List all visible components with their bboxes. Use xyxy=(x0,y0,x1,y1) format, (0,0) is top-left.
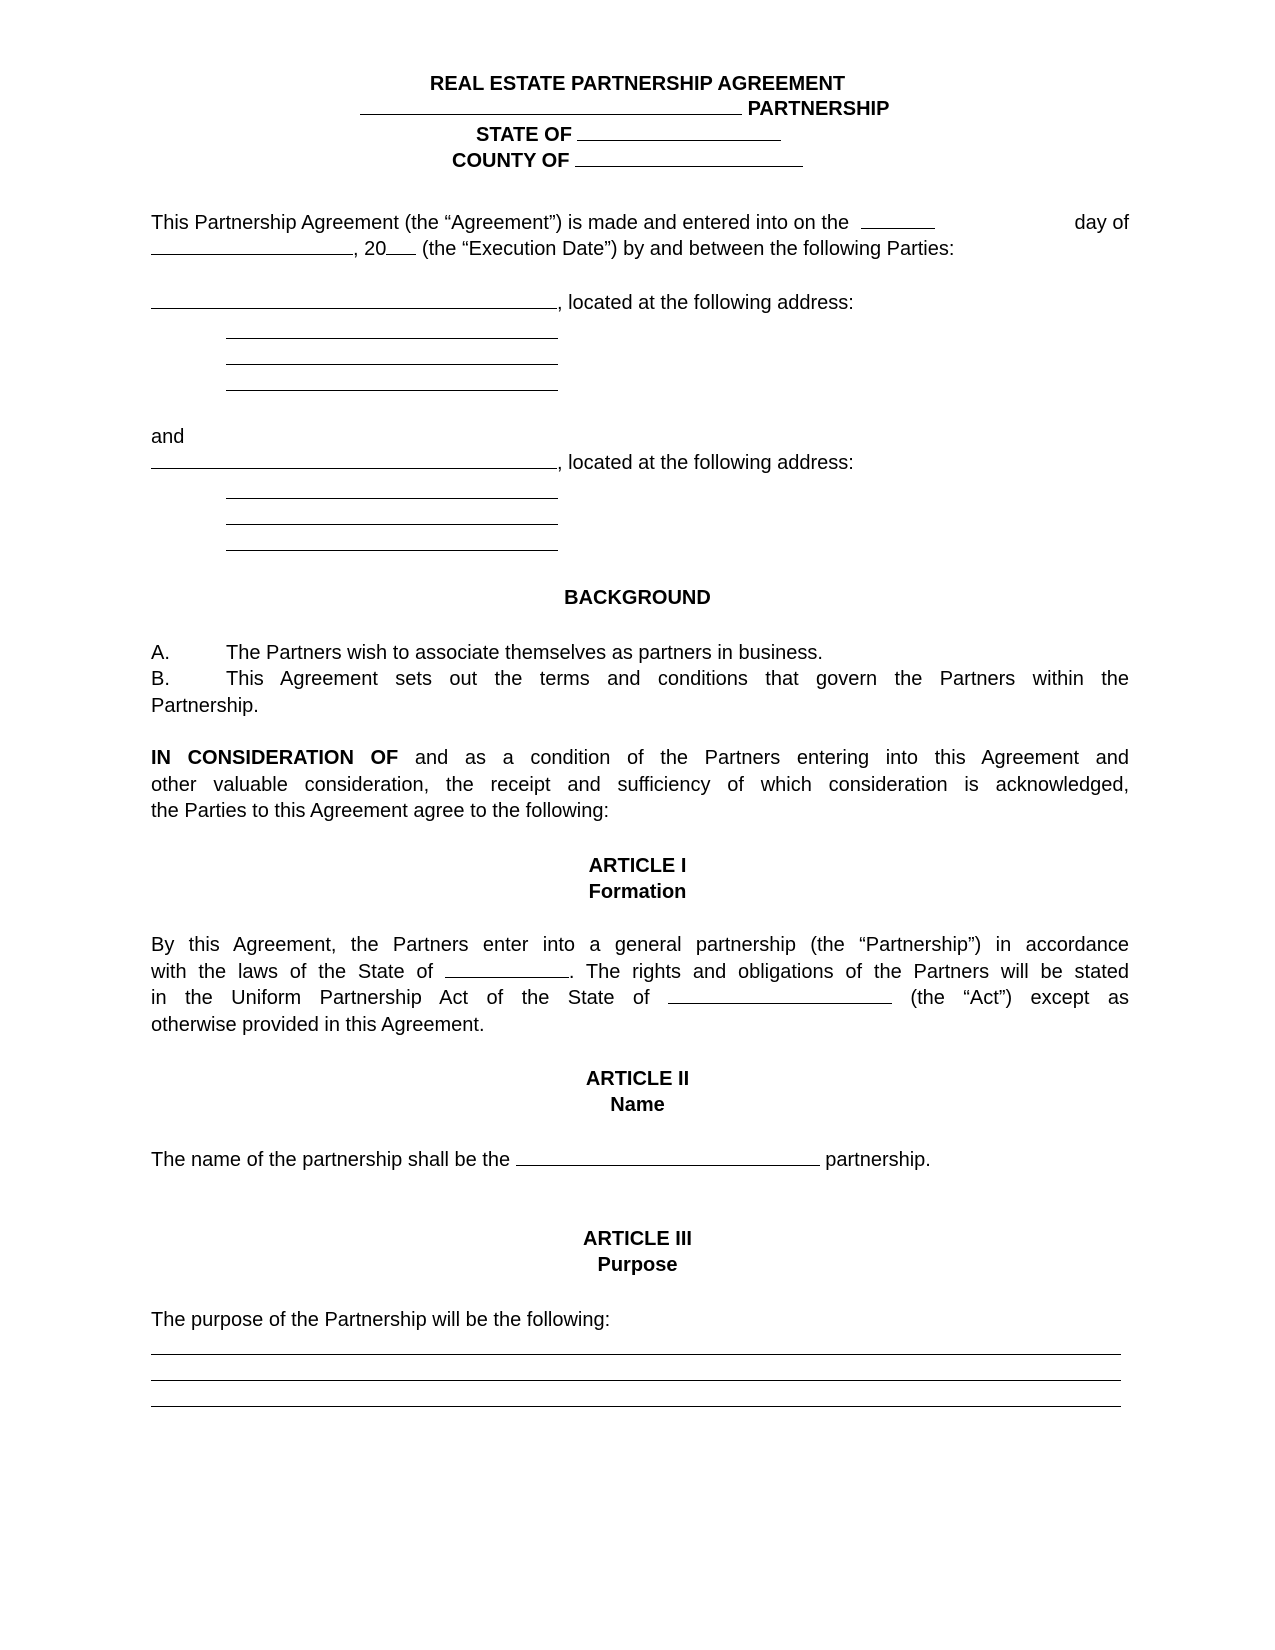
county-label: COUNTY OF xyxy=(452,150,570,172)
state-line xyxy=(476,122,781,148)
consideration-text-2: other valuable consideration, the receipt and sufficiency of which consideration is acknowledged, xyxy=(151,773,1129,796)
party-2-address-line-2[interactable] xyxy=(226,524,558,525)
formation-text-2a: with the laws of the State of xyxy=(151,960,434,983)
intro-line-1 xyxy=(151,210,1129,236)
year-prefix: , 20 xyxy=(353,238,387,260)
article-3-number: ARTICLE III xyxy=(583,1228,692,1250)
intro-text-1a: This Partnership Agreement (the “Agreement”) is made and entered into on the xyxy=(151,212,850,234)
party-1-line xyxy=(151,290,854,316)
intro-text-1b: day of xyxy=(1074,212,1129,234)
purpose-line-2[interactable] xyxy=(151,1380,1121,1381)
party-2-address-line-3[interactable] xyxy=(226,550,558,551)
day-blank[interactable] xyxy=(861,210,935,229)
partnership-suffix: PARTNERSHIP xyxy=(747,98,890,120)
state-label: STATE OF xyxy=(476,124,572,146)
consideration-lead: IN CONSIDERATION OF xyxy=(151,747,399,769)
county-blank[interactable] xyxy=(575,148,803,167)
article-3-title: Purpose xyxy=(597,1254,678,1276)
state-blank[interactable] xyxy=(577,122,781,141)
background-heading: BACKGROUND xyxy=(564,587,711,609)
background-item-a xyxy=(151,640,823,666)
formation-text-2b: . The rights and obligations of the Partners will be stated xyxy=(568,960,1129,983)
item-marker: A. xyxy=(151,642,170,664)
party-1-address-line-3[interactable] xyxy=(226,390,558,391)
article-2-title: Name xyxy=(610,1094,665,1116)
formation-text-4: otherwise provided in this Agreement. xyxy=(151,1013,485,1036)
document-title: REAL ESTATE PARTNERSHIP AGREEMENT xyxy=(429,73,846,95)
month-blank[interactable] xyxy=(151,236,353,255)
party-1-name-blank[interactable] xyxy=(151,290,557,309)
article-1-body xyxy=(151,932,1129,1038)
name-text-a: The name of the partnership shall be the xyxy=(151,1149,511,1171)
party-2-address-line-1[interactable] xyxy=(226,498,558,499)
act-state-blank[interactable] xyxy=(668,985,892,1004)
intro-text-2b: (the “Execution Date”) by and between the following Parties: xyxy=(421,238,955,260)
formation-text-1: By this Agreement, the Partners enter into a general partnership (the “Partnership”) in accordance xyxy=(151,934,1129,956)
consideration-text-3: the Parties to this Agreement agree to the following: xyxy=(151,800,610,822)
year-blank[interactable] xyxy=(386,236,416,255)
partnership-name-line xyxy=(360,96,889,122)
partnership-name-blank[interactable] xyxy=(360,96,742,115)
name-text-b: partnership. xyxy=(825,1149,931,1171)
formation-state-blank[interactable] xyxy=(445,959,569,978)
article-1-title: Formation xyxy=(588,881,687,903)
party-1-address-line-1[interactable] xyxy=(226,338,558,339)
partnership-name-blank-2[interactable] xyxy=(516,1147,820,1166)
item-marker: B. xyxy=(151,668,170,690)
intro-line-2 xyxy=(151,236,954,262)
article-3-body: The purpose of the Partnership will be the following: xyxy=(151,1309,611,1331)
and-label: and xyxy=(151,426,185,448)
article-2-body xyxy=(151,1147,931,1173)
formation-text-3a: in the Uniform Partnership Act of the State of xyxy=(151,987,650,1009)
item-text: The Partners wish to associate themselves as partners in business. xyxy=(226,642,823,664)
article-2-number: ARTICLE II xyxy=(585,1068,690,1090)
party-1-address-line-2[interactable] xyxy=(226,364,558,365)
formation-text-3b: (the “Act”) except as xyxy=(910,987,1130,1009)
county-line xyxy=(452,148,803,174)
purpose-line-3[interactable] xyxy=(151,1406,1121,1407)
party-2-line xyxy=(151,450,854,476)
item-text: This Agreement sets out the terms and conditions that govern the Partners within the xyxy=(226,668,1129,690)
article-1-number: ARTICLE I xyxy=(588,855,687,877)
consideration-text-1: and as a condition of the Partners entering into this Agreement and xyxy=(414,747,1130,769)
party-2-suffix: , located at the following address: xyxy=(557,452,854,474)
party-2-name-blank[interactable] xyxy=(151,450,557,469)
item-text-cont: Partnership. xyxy=(151,694,259,717)
purpose-line-1[interactable] xyxy=(151,1354,1121,1355)
consideration-paragraph xyxy=(151,745,1129,825)
background-item-b xyxy=(151,666,1129,719)
party-1-suffix: , located at the following address: xyxy=(557,292,854,314)
